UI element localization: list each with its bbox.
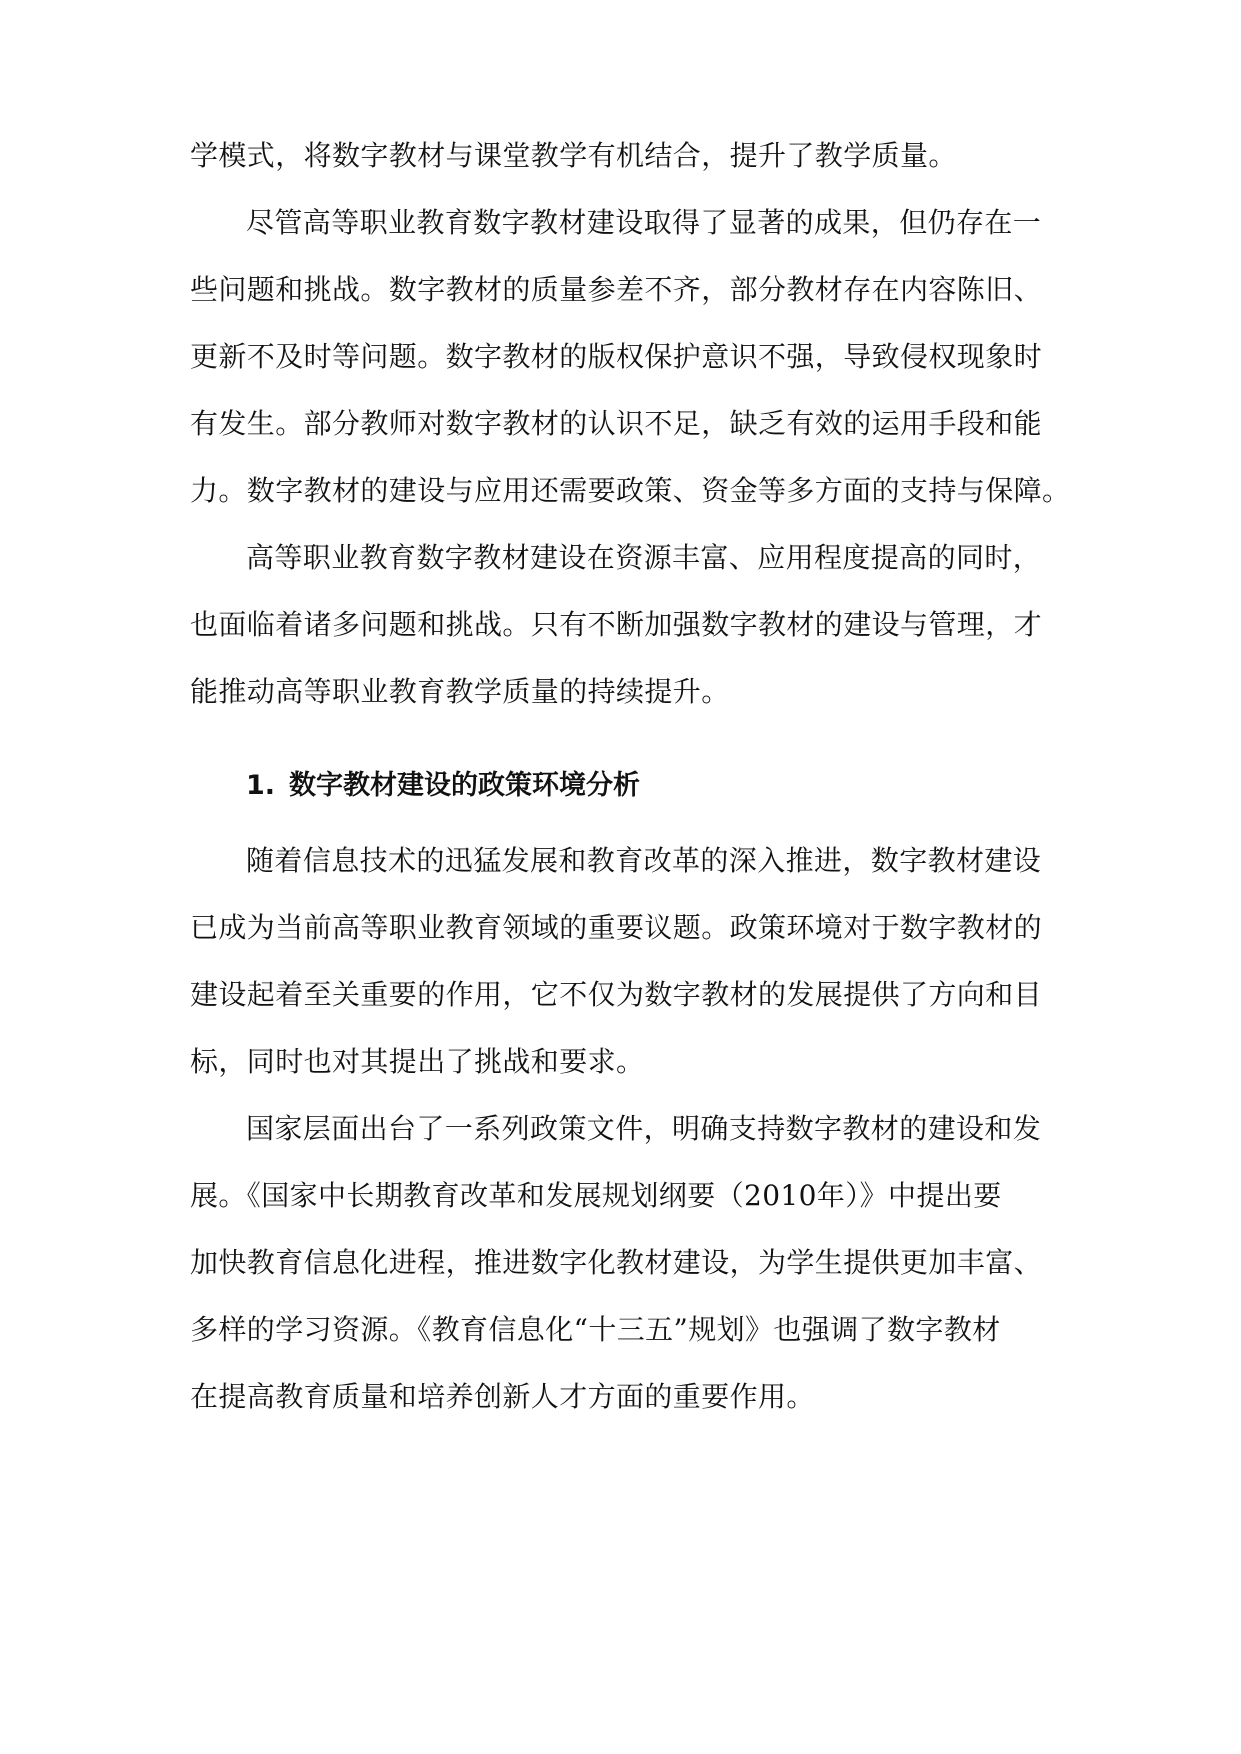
paragraph-line: 加快教育信息化进程，推进数字化教材建设，为学生提供更加丰富、	[190, 1246, 1043, 1279]
paragraph-line: 展。《国家中长期教育改革和发展规划纲要（2010年）》中提出要	[190, 1179, 1002, 1212]
paragraph-line: 有发生。部分教师对数字教材的认识不足，缺乏有效的运用手段和能	[190, 407, 1043, 440]
paragraph-line: 已成为当前高等职业教育领域的重要议题。政策环境对于数字教材的	[190, 911, 1043, 944]
paragraph-line: 多样的学习资源。《教育信息化“十三五”规划》也强调了数字教材	[190, 1313, 1001, 1346]
paragraph-line: 些问题和挑战。数字教材的质量参差不齐，部分教材存在内容陈旧、	[190, 273, 1043, 306]
section-number: 1.	[246, 770, 276, 801]
paragraph-line: 标，同时也对其提出了挑战和要求。	[190, 1045, 645, 1078]
paragraph-line: 随着信息技术的迅猛发展和教育改革的深入推进，数字教材建设	[246, 844, 1042, 877]
paragraph-line: 也面临着诸多问题和挑战。只有不断加强数字教材的建设与管理，才	[190, 608, 1043, 641]
paragraph-line: 尽管高等职业教育数字教材建设取得了显著的成果，但仍存在一	[246, 206, 1042, 239]
paragraph-line: 能推动高等职业教育教学质量的持续提升。	[190, 675, 730, 708]
paragraph-line: 高等职业教育数字教材建设在资源丰富、应用程度提高的同时，	[246, 541, 1042, 574]
section-title: 数字教材建设的政策环境分析	[289, 770, 641, 801]
section-heading	[246, 766, 640, 806]
paragraph-line: 建设起着至关重要的作用，它不仅为数字教材的发展提供了方向和目	[190, 978, 1043, 1011]
paragraph-line: 国家层面出台了一系列政策文件，明确支持数字教材的建设和发	[246, 1112, 1042, 1145]
paragraph-line: 力。数字教材的建设与应用还需要政策、资金等多方面的支持与保障。	[190, 474, 1071, 507]
paragraph-line: 在提高教育质量和培养创新人才方面的重要作用。	[190, 1380, 815, 1413]
paragraph-line: 学模式，将数字教材与课堂教学有机结合，提升了教学质量。	[190, 139, 957, 172]
paragraph-line: 更新不及时等问题。数字教材的版权保护意识不强，导致侵权现象时	[190, 340, 1043, 373]
